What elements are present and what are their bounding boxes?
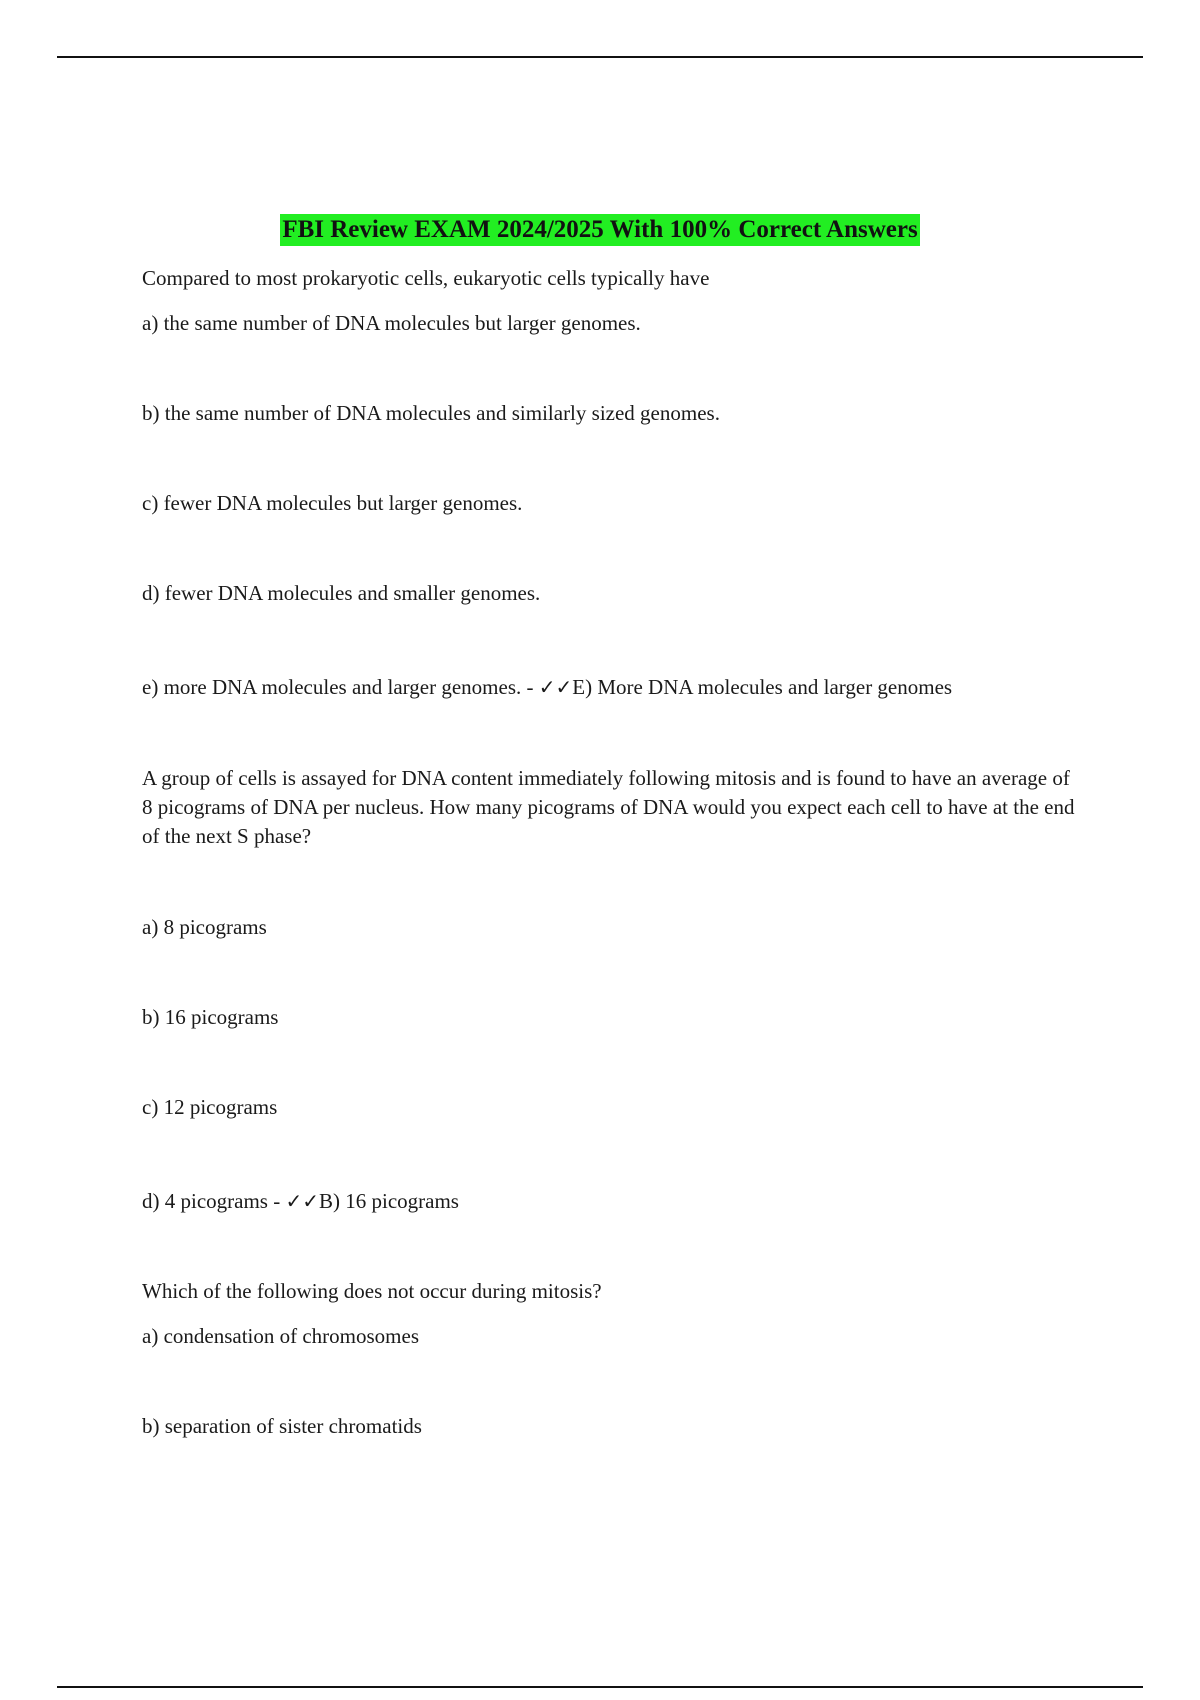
question-2-option-c: c) 12 picograms	[142, 1095, 278, 1119]
document-title: FBI Review EXAM 2024/2025 With 100% Correct Answers	[280, 214, 919, 246]
question-1-option-d: d) fewer DNA molecules and smaller genomes.	[142, 581, 541, 605]
question-2-option-d: d) 4 picograms -	[142, 1189, 281, 1213]
question-1-option-e-row	[142, 673, 1082, 702]
footer-rule	[57, 1686, 1143, 1688]
checkmark-icon: ✓✓	[285, 1189, 319, 1213]
question-1-option-a: a) the same number of DNA molecules but larger genomes.	[142, 311, 641, 335]
question-3-option-b: b) separation of sister chromatids	[142, 1414, 422, 1438]
question-1-prompt: Compared to most prokaryotic cells, eukaryotic cells typically have	[142, 266, 710, 290]
question-1-option-e: e) more DNA molecules and larger genomes. -	[142, 675, 534, 699]
question-2-option-d-row	[142, 1187, 1082, 1216]
checkmark-icon: ✓✓	[538, 675, 573, 699]
header-rule	[57, 56, 1143, 58]
question-2-option-a: a) 8 picograms	[142, 915, 267, 939]
question-3-prompt: Which of the following does not occur during mitosis?	[142, 1279, 602, 1303]
question-2-answer: B) 16 picograms	[318, 1189, 459, 1213]
question-2-option-b: b) 16 picograms	[142, 1005, 279, 1029]
question-3-option-a: a) condensation of chromosomes	[142, 1324, 420, 1348]
title-container	[0, 214, 1200, 246]
question-2-prompt: A group of cells is assayed for DNA content immediately following mitosis and is found to have an average of 8 picograms of DNA per nucleus. How many picograms of DNA would you expect each cell to have at the end of the next S phase?	[142, 766, 1075, 848]
question-1-option-c: c) fewer DNA molecules but larger genomes.	[142, 491, 523, 515]
question-1-answer: E) More DNA molecules and larger genomes	[572, 675, 953, 699]
question-1-option-b: b) the same number of DNA molecules and similarly sized genomes.	[142, 401, 720, 425]
